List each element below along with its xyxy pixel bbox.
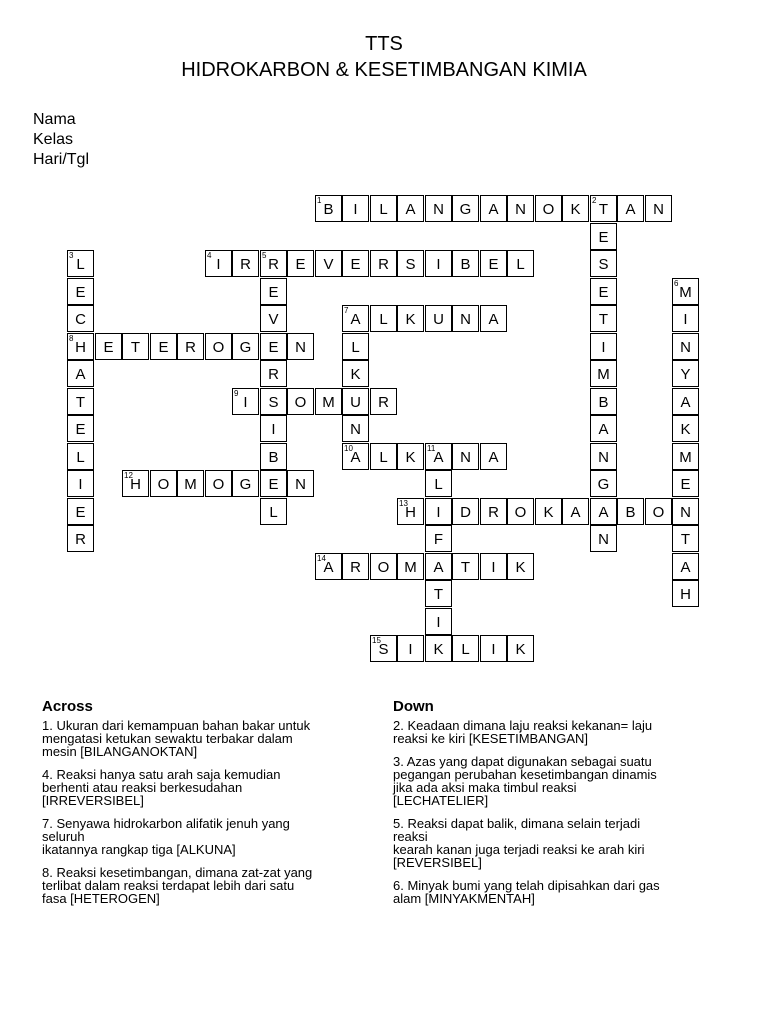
crossword-cell[interactable] (150, 333, 177, 360)
cell-letter: E (158, 339, 169, 356)
cell-letter: A (570, 504, 581, 521)
cell-letter: E (598, 229, 609, 246)
cell-letter: M (597, 366, 610, 383)
cell-letter: G (459, 201, 472, 218)
cell-letter: T (75, 394, 86, 411)
cell-letter: M (679, 449, 692, 466)
across-clues (42, 698, 372, 915)
crossword-cell[interactable] (590, 470, 617, 497)
across-clue: 7. Senyawa hidrokarbon alifatik jenuh yang seluruh ikatannya rangkap tiga [ALKUNA] (42, 816, 290, 857)
worksheet-title: TTS (365, 33, 403, 55)
crossword-cell[interactable] (480, 635, 507, 662)
cell-letter: A (350, 449, 361, 466)
crossword-cell[interactable] (260, 388, 287, 415)
crossword-cell[interactable] (562, 195, 589, 222)
cell-letter: O (514, 504, 527, 521)
crossword-cell[interactable] (342, 360, 369, 387)
crossword-cell[interactable] (425, 608, 452, 635)
crossword-cell[interactable] (67, 498, 94, 525)
clue-number: 6 (674, 279, 679, 288)
cell-letter: L (351, 339, 360, 356)
cell-letter: I (601, 339, 606, 356)
crossword-cell[interactable] (150, 470, 177, 497)
crossword-cell[interactable] (232, 333, 259, 360)
crossword-cell[interactable] (342, 305, 369, 332)
cell-letter: T (598, 201, 609, 218)
crossword-cell[interactable] (672, 278, 699, 305)
clue-number: 3 (69, 251, 74, 260)
crossword-cell[interactable] (535, 195, 562, 222)
crossword-cell[interactable] (232, 470, 259, 497)
crossword-cell[interactable] (397, 250, 424, 277)
cell-letter: E (268, 339, 279, 356)
crossword-cell[interactable] (67, 333, 94, 360)
cell-letter: A (488, 201, 499, 218)
crossword-cell[interactable] (67, 360, 94, 387)
cell-letter: K (405, 311, 416, 328)
crossword-cell[interactable] (342, 250, 369, 277)
crossword-cell[interactable] (315, 195, 342, 222)
crossword-cell[interactable] (617, 498, 644, 525)
crossword-cell[interactable] (672, 553, 699, 580)
crossword-cell[interactable] (590, 360, 617, 387)
cell-letter: T (460, 559, 471, 576)
crossword-cell[interactable] (67, 388, 94, 415)
cell-letter: U (350, 394, 361, 411)
cell-letter: N (653, 201, 664, 218)
cell-letter: M (679, 284, 692, 301)
crossword-cell[interactable] (590, 525, 617, 552)
crossword-cell[interactable] (452, 250, 479, 277)
cell-letter: A (405, 201, 416, 218)
cell-letter: M (184, 476, 197, 493)
cell-letter: Y (680, 366, 691, 383)
crossword-cell[interactable] (397, 635, 424, 662)
cell-letter: H (680, 586, 691, 603)
cell-letter: O (652, 504, 665, 521)
name-field-label: Nama (33, 111, 76, 128)
clue-number: 11 (427, 444, 436, 453)
crossword-cell[interactable] (452, 305, 479, 332)
cell-letter: I (436, 256, 441, 273)
cell-letter: B (598, 394, 609, 411)
cell-letter: T (130, 339, 141, 356)
crossword-cell[interactable] (672, 443, 699, 470)
clue-number: 2 (592, 196, 597, 205)
crossword-cell[interactable] (232, 250, 259, 277)
crossword-cell[interactable] (480, 498, 507, 525)
cell-letter: H (75, 339, 86, 356)
cell-letter: O (212, 339, 225, 356)
crossword-cell[interactable] (260, 360, 287, 387)
crossword-cell[interactable] (342, 415, 369, 442)
cell-letter: E (680, 476, 691, 493)
cell-letter: I (436, 504, 441, 521)
crossword-cell[interactable] (287, 333, 314, 360)
crossword-cell[interactable] (672, 305, 699, 332)
cell-letter: N (350, 421, 361, 438)
cell-letter: B (268, 449, 279, 466)
cell-letter: N (680, 339, 691, 356)
cell-letter: I (491, 559, 496, 576)
cell-letter: R (488, 504, 499, 521)
cell-letter: I (353, 201, 358, 218)
cell-letter: I (408, 641, 413, 658)
cell-letter: A (598, 504, 609, 521)
cell-letter: K (405, 449, 416, 466)
crossword-cell[interactable] (535, 498, 562, 525)
crossword-cell[interactable] (342, 195, 369, 222)
crossword-cell[interactable] (480, 443, 507, 470)
crossword-cell[interactable] (590, 305, 617, 332)
crossword-cell[interactable] (287, 388, 314, 415)
worksheet-subtitle: HIDROKARBON & KESETIMBANGAN KIMIA (181, 59, 587, 81)
crossword-cell[interactable] (452, 498, 479, 525)
down-heading: Down (393, 698, 434, 715)
cell-letter: S (268, 394, 279, 411)
cell-letter: E (268, 284, 279, 301)
crossword-cell[interactable] (260, 470, 287, 497)
cell-letter: A (488, 449, 499, 466)
cell-letter: A (75, 366, 86, 383)
crossword-cell[interactable] (672, 388, 699, 415)
crossword-cell[interactable] (425, 553, 452, 580)
crossword-cell[interactable] (260, 278, 287, 305)
cell-letter: K (433, 641, 444, 658)
date-field-label: Hari/Tgl (33, 151, 90, 168)
down-clue: 3. Azas yang dapat digunakan sebagai suatu pegangan perubahan kesetimbangan dinamis jika ada aksi maka timbul reaksi [LECHATELIER] (393, 754, 657, 808)
clue-number: 9 (234, 389, 239, 398)
cell-letter: R (185, 339, 196, 356)
cell-letter: R (268, 256, 279, 273)
cell-letter: K (515, 559, 526, 576)
cell-letter: E (268, 476, 279, 493)
cell-letter: N (515, 201, 526, 218)
crossword-cell[interactable] (67, 305, 94, 332)
cell-letter: A (625, 201, 636, 218)
crossword-cell[interactable] (480, 305, 507, 332)
crossword-cell[interactable] (425, 470, 452, 497)
cell-letter: I (683, 311, 688, 328)
crossword-cell[interactable] (425, 250, 452, 277)
crossword-cell[interactable] (617, 195, 644, 222)
crossword-cell[interactable] (590, 195, 617, 222)
crossword-cell[interactable] (452, 443, 479, 470)
crossword-cell[interactable] (397, 305, 424, 332)
cell-letter: E (488, 256, 499, 273)
crossword-cell[interactable] (507, 553, 534, 580)
clue-number: 15 (372, 636, 381, 645)
cell-letter: S (598, 256, 609, 273)
cell-letter: A (488, 311, 499, 328)
crossword-cell[interactable] (672, 415, 699, 442)
across-clue: 4. Reaksi hanya satu arah saja kemudian berhenti atau reaksi berkesudahan [IRREVERSIBEL] (42, 767, 281, 808)
crossword-cell[interactable] (67, 525, 94, 552)
crossword-cell[interactable] (480, 195, 507, 222)
cell-letter: T (680, 531, 691, 548)
cell-letter: K (543, 504, 554, 521)
crossword-cell[interactable] (672, 580, 699, 607)
crossword-cell[interactable] (315, 388, 342, 415)
cell-letter: A (680, 559, 691, 576)
crossword-cell[interactable] (507, 635, 534, 662)
cell-letter: S (405, 256, 416, 273)
cell-letter: N (598, 531, 609, 548)
cell-letter: N (295, 339, 306, 356)
crossword-cell[interactable] (425, 525, 452, 552)
cell-letter: L (76, 449, 85, 466)
cell-letter: D (460, 504, 471, 521)
crossword-cell[interactable] (370, 250, 397, 277)
cell-letter: O (377, 559, 390, 576)
crossword-cell[interactable] (672, 525, 699, 552)
cell-letter: R (75, 531, 86, 548)
crossword-cell[interactable] (480, 553, 507, 580)
crossword-cell[interactable] (342, 443, 369, 470)
crossword-cell[interactable] (672, 333, 699, 360)
cell-letter: C (75, 311, 86, 328)
crossword-cell[interactable] (590, 498, 617, 525)
cell-letter: L (379, 311, 388, 328)
cell-letter: N (460, 311, 471, 328)
crossword-cell[interactable] (95, 333, 122, 360)
cell-letter: T (433, 586, 444, 603)
class-field-label: Kelas (33, 131, 74, 148)
cell-letter: N (598, 449, 609, 466)
crossword-cell[interactable] (232, 388, 259, 415)
cell-letter: L (516, 256, 525, 273)
cell-letter: O (157, 476, 170, 493)
cell-letter: O (212, 476, 225, 493)
cell-letter: V (323, 256, 334, 273)
clue-number: 4 (207, 251, 212, 260)
crossword-cell[interactable] (260, 250, 287, 277)
cell-letter: G (239, 339, 252, 356)
crossword-cell[interactable] (645, 195, 672, 222)
cell-letter: E (350, 256, 361, 273)
cell-letter: K (680, 421, 691, 438)
cell-letter: E (598, 284, 609, 301)
clue-number: 12 (124, 471, 133, 480)
clue-number: 5 (262, 251, 267, 260)
cell-letter: I (271, 421, 276, 438)
cell-letter: H (405, 504, 416, 521)
crossword-cell[interactable] (287, 470, 314, 497)
cell-letter: S (378, 641, 389, 658)
cell-letter: U (433, 311, 444, 328)
cell-letter: E (75, 421, 86, 438)
crossword-cell[interactable] (425, 305, 452, 332)
cell-letter: N (295, 476, 306, 493)
crossword-cell[interactable] (425, 443, 452, 470)
cell-letter: B (323, 201, 334, 218)
crossword-cell[interactable] (452, 553, 479, 580)
cell-letter: M (404, 559, 417, 576)
cell-letter: E (75, 504, 86, 521)
cell-letter: N (433, 201, 444, 218)
down-clue: 5. Reaksi dapat balik, dimana selain terjadi reaksi kearah kanan juga terjadi reaksi ke arah kiri [REVERSIBEL] (393, 816, 645, 870)
crossword-cell[interactable] (315, 553, 342, 580)
crossword-cell[interactable] (452, 635, 479, 662)
cell-letter: V (268, 311, 279, 328)
crossword-cell[interactable] (67, 250, 94, 277)
cell-letter: A (350, 311, 361, 328)
cell-letter: A (680, 394, 691, 411)
down-clue: 6. Minyak bumi yang telah dipisahkan dari gas alam [MINYAKMENTAH] (393, 878, 660, 906)
crossword-cell[interactable] (425, 580, 452, 607)
crossword-cell[interactable] (260, 333, 287, 360)
clue-number: 1 (317, 196, 322, 205)
crossword-cell[interactable] (507, 498, 534, 525)
cell-letter: L (76, 256, 85, 273)
clue-number: 13 (399, 499, 408, 508)
crossword-cell[interactable] (425, 635, 452, 662)
across-clue: 1. Ukuran dari kemampuan bahan bakar untuk mengatasi ketukan sewaktu terbakar dalam mesin [BILANGANOKTAN] (42, 718, 311, 759)
crossword-cell[interactable] (452, 195, 479, 222)
cell-letter: A (598, 421, 609, 438)
crossword-cell[interactable] (177, 470, 204, 497)
crossword-cell[interactable] (397, 195, 424, 222)
clue-number: 14 (317, 554, 326, 563)
cell-letter: L (269, 504, 278, 521)
cell-letter: I (216, 256, 221, 273)
crossword-cell[interactable] (645, 498, 672, 525)
crossword-cell[interactable] (590, 278, 617, 305)
crossword-cell[interactable] (590, 415, 617, 442)
clue-number: 10 (344, 444, 353, 453)
cell-letter: R (350, 559, 361, 576)
crossword-cell[interactable] (397, 553, 424, 580)
crossword-cell[interactable] (370, 305, 397, 332)
cell-letter: L (434, 476, 443, 493)
crossword-cell[interactable] (260, 415, 287, 442)
crossword-cell[interactable] (287, 250, 314, 277)
crossword-cell[interactable] (260, 305, 287, 332)
crossword-cell[interactable] (562, 498, 589, 525)
crossword-cell[interactable] (507, 250, 534, 277)
cell-letter: A (433, 449, 444, 466)
crossword-cell[interactable] (122, 333, 149, 360)
cell-letter: R (268, 366, 279, 383)
cell-letter: N (460, 449, 471, 466)
crossword-cell[interactable] (672, 360, 699, 387)
cell-letter: B (460, 256, 471, 273)
cell-letter: O (294, 394, 307, 411)
crossword-cell[interactable] (205, 470, 232, 497)
crossword-cell[interactable] (590, 333, 617, 360)
crossword-cell[interactable] (205, 250, 232, 277)
across-heading: Across (42, 698, 93, 715)
clue-number: 7 (344, 306, 349, 315)
cell-letter: E (103, 339, 114, 356)
cell-letter: K (570, 201, 581, 218)
down-clues (393, 698, 723, 915)
crossword-cell[interactable] (425, 498, 452, 525)
clue-number: 8 (69, 334, 74, 343)
across-clue: 8. Reaksi kesetimbangan, dimana zat-zat yang terlibat dalam reaksi terdapat lebih dari satu fasa [HETEROGEN] (42, 865, 313, 906)
cell-letter: R (240, 256, 251, 273)
cell-letter: I (243, 394, 248, 411)
cell-letter: L (379, 449, 388, 466)
cell-letter: M (322, 394, 335, 411)
crossword-cell[interactable] (67, 470, 94, 497)
crossword-cell[interactable] (672, 498, 699, 525)
cell-letter: R (378, 256, 389, 273)
cell-letter: A (323, 559, 334, 576)
crossword-cell[interactable] (590, 223, 617, 250)
crossword-cell[interactable] (397, 443, 424, 470)
crossword-cell[interactable] (507, 195, 534, 222)
crossword-cell[interactable] (370, 635, 397, 662)
crossword-cell[interactable] (342, 333, 369, 360)
cell-letter: K (350, 366, 361, 383)
crossword-cell[interactable] (425, 195, 452, 222)
crossword-cell[interactable] (67, 443, 94, 470)
crossword-cell[interactable] (260, 498, 287, 525)
cell-letter: I (436, 614, 441, 631)
crossword-cell[interactable] (260, 443, 287, 470)
cell-letter: N (680, 504, 691, 521)
crossword-cell[interactable] (590, 443, 617, 470)
crossword-cell[interactable] (370, 195, 397, 222)
crossword-cell[interactable] (590, 250, 617, 277)
crossword-cell[interactable] (590, 388, 617, 415)
crossword-cell[interactable] (342, 553, 369, 580)
crossword-cell[interactable] (67, 415, 94, 442)
crossword-cell[interactable] (370, 553, 397, 580)
cell-letter: O (542, 201, 555, 218)
crossword-cell[interactable] (370, 443, 397, 470)
crossword-cell[interactable] (342, 388, 369, 415)
crossword-cell[interactable] (370, 388, 397, 415)
crossword-cell[interactable] (397, 498, 424, 525)
cell-letter: H (130, 476, 141, 493)
cell-letter: E (295, 256, 306, 273)
cell-letter: T (598, 311, 609, 328)
cell-letter: I (78, 476, 83, 493)
crossword-cell[interactable] (67, 278, 94, 305)
cell-letter: L (461, 641, 470, 658)
crossword-cell[interactable] (672, 470, 699, 497)
cell-letter: E (75, 284, 86, 301)
cell-letter: G (597, 476, 610, 493)
crossword-cell[interactable] (205, 333, 232, 360)
cell-letter: K (515, 641, 526, 658)
cell-letter: R (378, 394, 389, 411)
cell-letter: G (239, 476, 252, 493)
crossword-cell[interactable] (315, 250, 342, 277)
crossword-cell[interactable] (480, 250, 507, 277)
cell-letter: A (433, 559, 444, 576)
crossword-cell[interactable] (177, 333, 204, 360)
cell-letter: I (491, 641, 496, 658)
crossword-cell[interactable] (122, 470, 149, 497)
cell-letter: F (433, 531, 444, 548)
cell-letter: B (625, 504, 636, 521)
cell-letter: L (379, 201, 388, 218)
down-clue: 2. Keadaan dimana laju reaksi kekanan= laju reaksi ke kiri [KESETIMBANGAN] (393, 718, 653, 746)
